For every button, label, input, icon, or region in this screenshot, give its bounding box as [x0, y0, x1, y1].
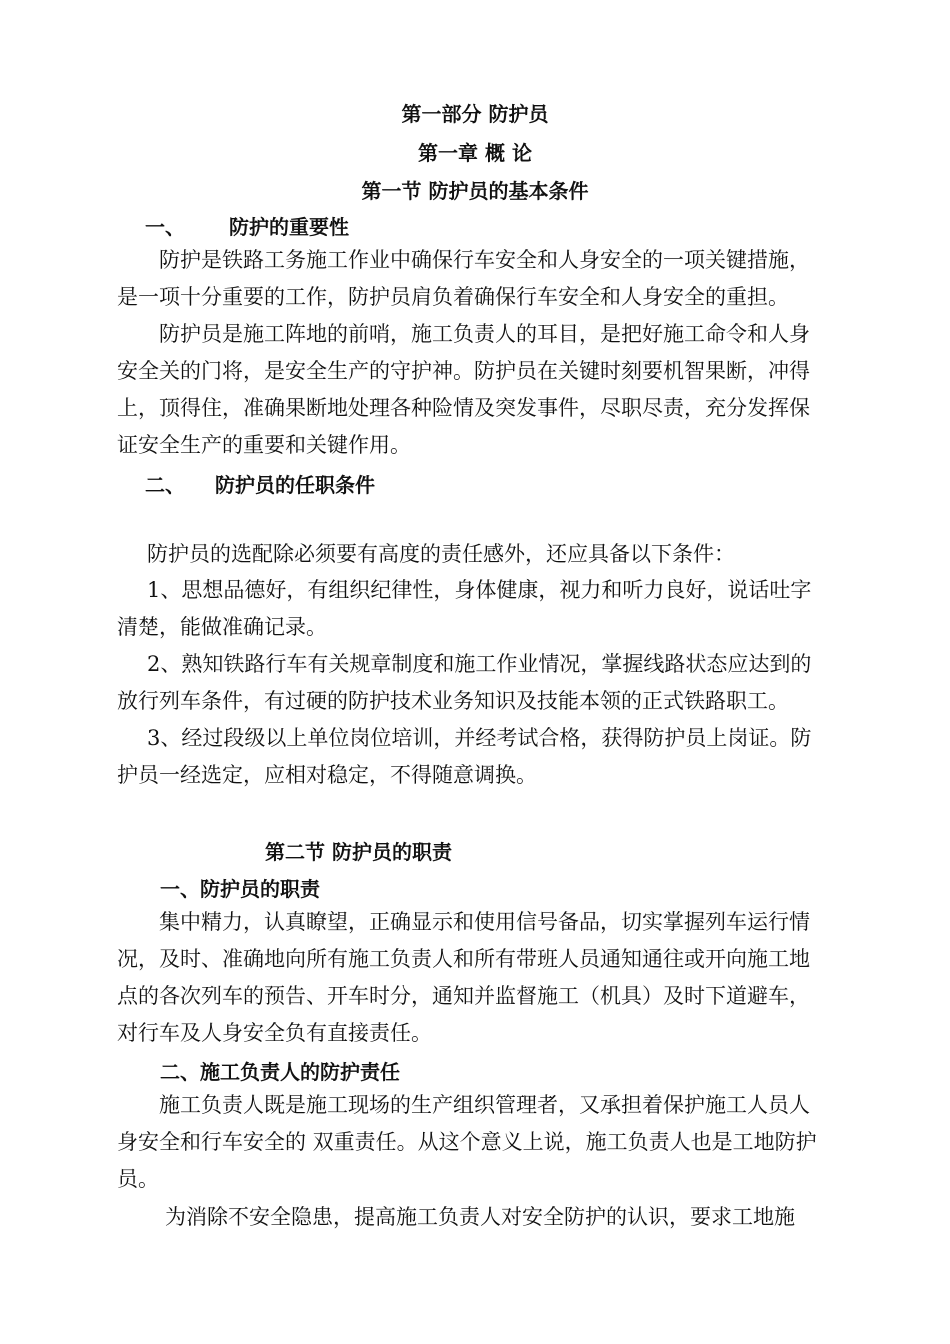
- section1-heading1: 防护的重要性: [229, 215, 349, 239]
- chapter-title: 第一章 概 论: [418, 141, 532, 165]
- text-line: 况，及时、准确地向所有施工负责人和所有带班人员通知通往或开向施工地: [117, 947, 810, 971]
- paragraph-duties: [117, 904, 862, 1052]
- paragraph-importance-1: [117, 242, 862, 316]
- text-line: 防护员是施工阵地的前哨，施工负责人的耳目，是把好施工命令和人身: [159, 322, 810, 346]
- text-line: 点的各次列车的预告、开车时分，通知并监督施工（机具）及时下道避车，: [117, 984, 810, 1008]
- text-line: 清楚，能做准确记录。: [117, 615, 327, 639]
- section1-heading1-number: 一、: [145, 215, 185, 239]
- paragraph-conditions-intro: [117, 536, 862, 573]
- text-line: 身安全和行车安全的 双重责任。从这个意义上说，施工负责人也是工地防护: [117, 1130, 817, 1154]
- text-line: 上，顶得住，准确果断地处理各种险情及突发事件，尽职尽责，充分发挥保: [117, 396, 810, 420]
- section2-heading2: 二、施工负责人的防护责任: [160, 1060, 400, 1084]
- text-line: 证安全生产的重要和关键作用。: [117, 433, 411, 457]
- section1-heading2: 防护员的任职条件: [215, 473, 375, 497]
- part-title: 第一部分 防护员: [401, 102, 549, 126]
- paragraph-importance-2: [117, 316, 862, 464]
- condition-item-3: [117, 720, 862, 794]
- text-line: 是一项十分重要的工作，防护员肩负着确保行车安全和人身安全的重担。: [117, 285, 789, 309]
- paragraph-hazard: [117, 1199, 862, 1236]
- text-line: 对行车及人身安全负有直接责任。: [117, 1021, 432, 1045]
- section1-title: 第一节 防护员的基本条件: [361, 179, 589, 203]
- text-line: 安全关的门将，是安全生产的守护神。防护员在关键时刻要机智果断，冲得: [117, 359, 810, 383]
- text-line: 集中精力，认真瞭望，正确显示和使用信号备品，切实掌握列车运行情: [159, 910, 810, 934]
- text-line: 防护是铁路工务施工作业中确保行车安全和人身安全的一项关键措施，: [159, 248, 810, 272]
- text-line: 防护员的选配除必须要有高度的责任感外，还应具备以下条件：: [147, 542, 735, 566]
- condition-item-2: [117, 646, 862, 720]
- text-line: 施工负责人既是施工现场的生产组织管理者，又承担着保护施工人员人: [159, 1093, 810, 1117]
- section1-heading2-number: 二、: [145, 473, 185, 497]
- text-line: 2、熟知铁路行车有关规章制度和施工作业情况，掌握线路状态应达到的: [147, 652, 812, 676]
- text-line: 1、思想品德好，有组织纪律性，身体健康，视力和听力良好，说话吐字: [147, 578, 812, 602]
- text-line: 放行列车条件，有过硬的防护技术业务知识及技能本领的正式铁路职工。: [117, 689, 789, 713]
- condition-item-1: [117, 572, 862, 646]
- paragraph-leader-duty: [117, 1087, 862, 1198]
- text-line: 为消除不安全隐患，提高施工负责人对安全防护的认识，要求工地施: [165, 1205, 795, 1229]
- text-line: 护员一经选定，应相对稳定，不得随意调换。: [117, 763, 537, 787]
- text-line: 员。: [117, 1167, 159, 1191]
- text-line: 3、经过段级以上单位岗位培训，并经考试合格，获得防护员上岗证。防: [147, 726, 812, 750]
- section2-heading1: 一、防护员的职责: [160, 877, 320, 901]
- section2-title: 第二节 防护员的职责: [265, 840, 452, 864]
